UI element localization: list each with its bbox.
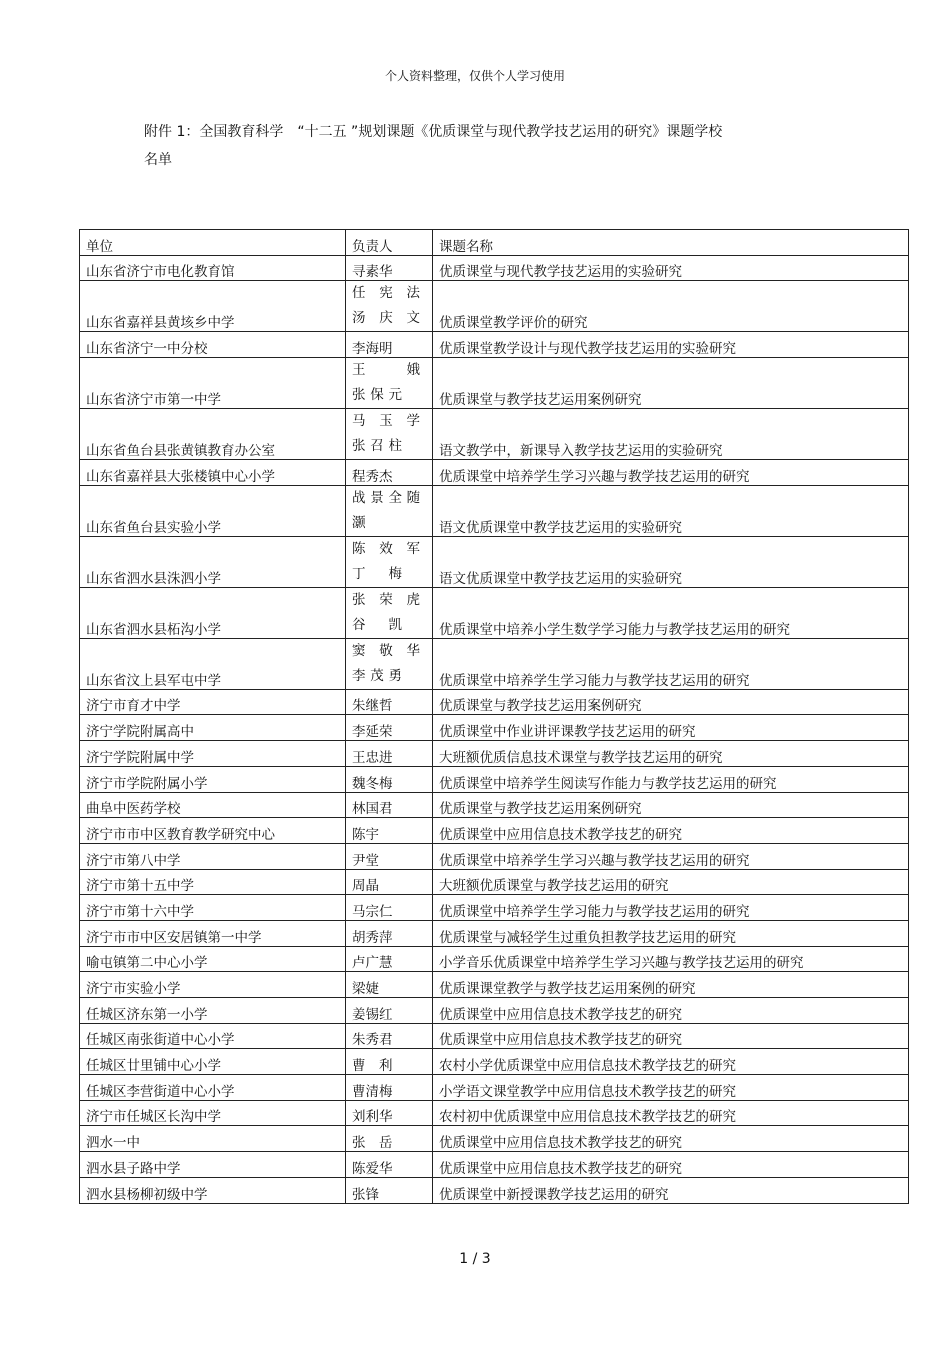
leader-name: 谷 凯 [352, 616, 407, 633]
topic-cell: 优质课堂中培养学生学习能力与教学技艺运用的研究 [433, 638, 909, 689]
unit-cell: 山东省济宁市电化教育馆 [80, 255, 346, 281]
unit-cell: 济宁市第八中学 [80, 843, 346, 869]
leader-name: 张保元 [352, 387, 407, 404]
leader-cell: 陈爱华 [346, 1152, 433, 1178]
leader-cell: 马宗仁 [346, 895, 433, 921]
title-line-1: 附件 1：全国教育科学 “十二五 ”规划课题《优质课堂与现代教学技艺运用的研究》课题学校 [144, 124, 723, 140]
unit-cell: 泗水县子路中学 [80, 1152, 346, 1178]
table-row [80, 1126, 909, 1152]
title-line-2: 名单 [144, 152, 172, 168]
table-row [80, 587, 909, 638]
leader-cell: 周晶 [346, 869, 433, 895]
unit-cell: 济宁学院附属中学 [80, 741, 346, 767]
topic-cell: 优质课堂与教学技艺运用案例研究 [433, 689, 909, 715]
topic-cell: 优质课堂与教学技艺运用案例研究 [433, 792, 909, 818]
table-row [80, 1177, 909, 1203]
topic-cell: 优质课堂中应用信息技术教学技艺的研究 [433, 1126, 909, 1152]
table-row [80, 715, 909, 741]
table-row [80, 1075, 909, 1101]
unit-cell: 任城区廿里铺中心小学 [80, 1049, 346, 1075]
unit-cell: 山东省嘉祥县黄垓乡中学 [80, 281, 346, 332]
unit-cell: 任城区济东第一小学 [80, 998, 346, 1024]
unit-cell: 山东省汶上县军屯中学 [80, 638, 346, 689]
leader-cell [346, 485, 433, 536]
topic-cell: 农村小学优质课堂中应用信息技术教学技艺的研究 [433, 1049, 909, 1075]
table-row [80, 1100, 909, 1126]
topic-cell: 优质课堂教学评价的研究 [433, 281, 909, 332]
leader-cell [346, 409, 433, 460]
topic-cell: 优质课堂中应用信息技术教学技艺的研究 [433, 818, 909, 844]
table-row [80, 766, 909, 792]
leader-cell: 朱继哲 [346, 689, 433, 715]
table-row [80, 255, 909, 281]
topic-cell: 优质课堂中新授课教学技艺运用的研究 [433, 1177, 909, 1203]
table-row [80, 818, 909, 844]
leader-cell: 姜锡红 [346, 998, 433, 1024]
unit-cell: 济宁学院附属高中 [80, 715, 346, 741]
school-list-table [79, 229, 909, 1204]
unit-cell: 任城区南张街道中心小学 [80, 1023, 346, 1049]
leader-cell: 曹 利 [346, 1049, 433, 1075]
leader-cell [346, 587, 433, 638]
leader-cell: 尹堂 [346, 843, 433, 869]
unit-cell: 济宁市第十六中学 [80, 895, 346, 921]
table-row [80, 843, 909, 869]
leader-name: 灏 [352, 514, 371, 531]
unit-cell: 济宁市育才中学 [80, 689, 346, 715]
page-number: 1 / 3 [459, 1251, 491, 1267]
leader-cell [346, 281, 433, 332]
table-row [80, 1023, 909, 1049]
leader-name: 张 荣 虎 [352, 591, 425, 608]
topic-cell: 优质课堂与现代教学技艺运用的实验研究 [433, 255, 909, 281]
table-row [80, 281, 909, 332]
header-topic: 课题名称 [433, 230, 909, 256]
topic-cell: 优质课堂中培养学生学习兴趣与教学技艺运用的研究 [433, 843, 909, 869]
table-row [80, 689, 909, 715]
unit-cell: 山东省鱼台县实验小学 [80, 485, 346, 536]
leader-name: 汤 庆 文 [352, 310, 425, 327]
unit-cell: 泗水一中 [80, 1126, 346, 1152]
unit-cell: 济宁市第十五中学 [80, 869, 346, 895]
topic-cell: 优质课堂中培养学生学习兴趣与教学技艺运用的研究 [433, 460, 909, 486]
leader-cell [346, 638, 433, 689]
topic-cell: 优质课堂与教学技艺运用案例研究 [433, 358, 909, 409]
leader-cell: 曹清梅 [346, 1075, 433, 1101]
unit-cell: 济宁市任城区长沟中学 [80, 1100, 346, 1126]
header-leader: 负责人 [346, 230, 433, 256]
table-row [80, 332, 909, 358]
table-row [80, 741, 909, 767]
unit-cell: 山东省济宁市第一中学 [80, 358, 346, 409]
topic-cell: 小学语文课堂教学中应用信息技术教学技艺的研究 [433, 1075, 909, 1101]
topic-cell: 优质课堂教学设计与现代教学技艺运用的实验研究 [433, 332, 909, 358]
topic-cell: 优质课堂中应用信息技术教学技艺的研究 [433, 998, 909, 1024]
topic-cell: 优质课堂中培养小学生数学学习能力与教学技艺运用的研究 [433, 587, 909, 638]
table-header-row [80, 230, 909, 256]
topic-cell: 优质课堂中作业讲评课教学技艺运用的研究 [433, 715, 909, 741]
leader-cell: 李延荣 [346, 715, 433, 741]
leader-cell: 寻素华 [346, 255, 433, 281]
unit-cell: 济宁市市中区安居镇第一中学 [80, 920, 346, 946]
leader-name: 李茂勇 [352, 667, 407, 684]
leader-cell: 卢广慧 [346, 946, 433, 972]
unit-cell: 济宁市学院附属小学 [80, 766, 346, 792]
leader-cell: 魏冬梅 [346, 766, 433, 792]
leader-cell: 程秀杰 [346, 460, 433, 486]
leader-cell: 刘利华 [346, 1100, 433, 1126]
topic-cell: 大班额优质信息技术课堂与教学技艺运用的研究 [433, 741, 909, 767]
table-row [80, 409, 909, 460]
table-row [80, 869, 909, 895]
table-row [80, 946, 909, 972]
header-unit: 单位 [80, 230, 346, 256]
leader-cell: 张 岳 [346, 1126, 433, 1152]
header-note: 个人资料整理，仅供个人学习使用 [384, 69, 565, 83]
table-row [80, 460, 909, 486]
leader-cell: 林国君 [346, 792, 433, 818]
leader-cell: 胡秀萍 [346, 920, 433, 946]
topic-cell: 语文优质课堂中教学技艺运用的实验研究 [433, 536, 909, 587]
unit-cell: 曲阜中医药学校 [80, 792, 346, 818]
table-row [80, 972, 909, 998]
leader-cell [346, 536, 433, 587]
table-row [80, 998, 909, 1024]
topic-cell: 优质课堂中培养学生阅读写作能力与教学技艺运用的研究 [433, 766, 909, 792]
leader-name: 窦 敬 华 [352, 642, 425, 659]
leader-cell: 梁婕 [346, 972, 433, 998]
table-row [80, 1152, 909, 1178]
topic-cell: 优质课堂中培养学生学习能力与教学技艺运用的研究 [433, 895, 909, 921]
table-row [80, 485, 909, 536]
leader-name: 马 玉 学 [352, 413, 425, 430]
topic-cell: 优质课堂中应用信息技术教学技艺的研究 [433, 1023, 909, 1049]
unit-cell: 山东省嘉祥县大张楼镇中心小学 [80, 460, 346, 486]
topic-cell: 农村初中优质课堂中应用信息技术教学技艺的研究 [433, 1100, 909, 1126]
table-row [80, 358, 909, 409]
leader-cell: 张锋 [346, 1177, 433, 1203]
topic-cell: 优质课堂中应用信息技术教学技艺的研究 [433, 1152, 909, 1178]
leader-name: 王 娥 [352, 362, 425, 379]
leader-cell: 李海明 [346, 332, 433, 358]
table-row [80, 792, 909, 818]
leader-name: 战景全随 [352, 489, 425, 506]
unit-cell: 山东省鱼台县张黄镇教育办公室 [80, 409, 346, 460]
unit-cell: 山东省泗水县洙泗小学 [80, 536, 346, 587]
topic-cell: 语文教学中，新课导入教学技艺运用的实验研究 [433, 409, 909, 460]
topic-cell: 语文优质课堂中教学技艺运用的实验研究 [433, 485, 909, 536]
topic-cell: 大班额优质课堂与教学技艺运用的研究 [433, 869, 909, 895]
table-row [80, 638, 909, 689]
topic-cell: 小学音乐优质课堂中培养学生学习兴趣与教学技艺运用的研究 [433, 946, 909, 972]
leader-cell [346, 358, 433, 409]
unit-cell: 喻屯镇第二中心小学 [80, 946, 346, 972]
table-row [80, 895, 909, 921]
leader-name: 任 宪 法 [352, 285, 425, 302]
topic-cell: 优质课堂与减轻学生过重负担教学技艺运用的研究 [433, 920, 909, 946]
unit-cell: 泗水县杨柳初级中学 [80, 1177, 346, 1203]
unit-cell: 任城区李营街道中心小学 [80, 1075, 346, 1101]
table-row [80, 1049, 909, 1075]
topic-cell: 优质课课堂教学与教学技艺运用案例的研究 [433, 972, 909, 998]
leader-name: 陈 效 军 [352, 540, 425, 557]
unit-cell: 山东省济宁一中分校 [80, 332, 346, 358]
table-row [80, 920, 909, 946]
leader-cell: 王忠进 [346, 741, 433, 767]
leader-name: 张召柱 [352, 438, 407, 455]
unit-cell: 济宁市实验小学 [80, 972, 346, 998]
leader-cell: 朱秀君 [346, 1023, 433, 1049]
document-title [144, 118, 784, 174]
leader-cell: 陈宇 [346, 818, 433, 844]
unit-cell: 济宁市市中区教育教学研究中心 [80, 818, 346, 844]
unit-cell: 山东省泗水县柘沟小学 [80, 587, 346, 638]
leader-name: 丁 梅 [352, 565, 407, 582]
table-row [80, 536, 909, 587]
